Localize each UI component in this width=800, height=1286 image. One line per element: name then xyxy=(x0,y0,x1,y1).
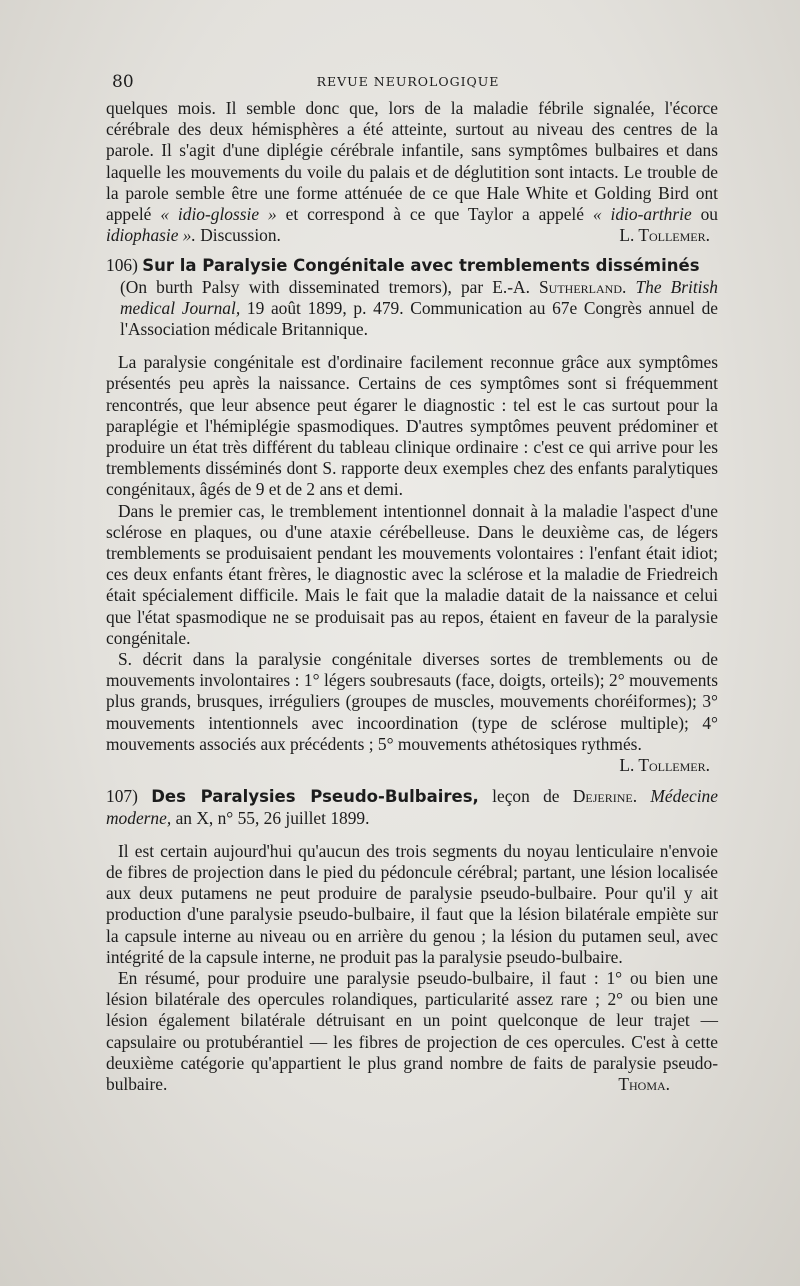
notice-106-paragraph xyxy=(106,649,718,776)
intro-paragraph xyxy=(106,98,718,246)
notice-106-heading xyxy=(106,255,718,276)
notice-107-paragraph: Il est certain aujourd'hui qu'aucun des trois segments du noyau lenticulaire n'envoie de fibres de projection dans le pied du pédoncule cérébral; partant, une lésion localisée aux deux putamens ne peut produire de paralysie pseudo-bulbaire. Pour qu'il y ait production d'une paralysie pseudo-bulbaire, il faut que la lésion bilatérale empiète sur la capsule interne au niveau ou en arrière du genou ; la lésion du putamen seul, avec intégrité de la capsule interne, ne produit pas la paralysie pseudo-bulbaire. xyxy=(106,840,718,967)
paragraph-text: En résumé, pour produire une paralysie pseudo-bulbaire, il faut : 1° ou bien une lésion bilatérale des opercules rolandiques, particularité assez rare ; 2° ou bien une lésion également bilatérale détruisant en un point quelconque de leur trajet — capsulaire ou protubérantiel — les fibres de projection de ces opercules. C'est à cette deuxième catégorie qu'appartient le plus grand nombre de faits de paralysie pseudo-bulbaire. xyxy=(106,967,718,1094)
intro-or: ou xyxy=(700,204,718,225)
notice-106-paragraph: Dans le premier cas, le tremblement intentionnel donnait à la maladie l'aspect d'une sclérose en plaques, ou d'une ataxie cérébelleuse. Dans le deuxième cas, de légers tremblements se produisaient pendant les mouvements volontaires : l'enfant était idiot; ces deux enfants étant frères, le diagnostic avec la sclérose et la maladie de Friedreich était spécialement difficile. Mais le fait que la maladie datait de la naissance et celui que l'état spasmodique ne se produisait pas au repos, étaient en faveur de la paralysie congénitale. xyxy=(106,500,718,648)
intro-mid: et correspond à ce que Taylor a appelé xyxy=(285,204,584,225)
author-name: Dejerine. xyxy=(572,786,638,807)
notice-107-paragraph xyxy=(106,968,718,1095)
term-idio-glossie: « idio-glossie » xyxy=(160,204,277,225)
page-number: 80 xyxy=(112,72,134,92)
signature: Thoma. xyxy=(618,1073,670,1094)
notice-106-reference xyxy=(106,277,718,341)
notice-number: 106) xyxy=(106,255,138,276)
notice-title: Sur la Paralysie Congénitale avec tremblements disséminés xyxy=(142,256,700,276)
reference-text: leçon de xyxy=(492,786,560,807)
signature: L. Tollemer. xyxy=(619,225,710,246)
journal-name: The British medical Journal, xyxy=(120,276,718,318)
intro-text: quelques mois. Il semble donc que, lors de la maladie fébrile signalée, l'écorce cérébrale des deux hémisphères a été atteinte, surtout au niveau des centres de la parole. Il s'agit d'une diplégie cérébrale infantile, sans symptômes bulbaires et dans laquelle les mouvements du voile du palais et de déglutition sont intacts. Le trouble de la parole semble être une forme atténuée de ce que Hale White et Golding Bird ont appelé xyxy=(106,98,718,225)
author-name: E.-A. Sutherland. xyxy=(492,276,627,297)
notice-title: Des Paralysies Pseudo-Bulbaires, xyxy=(151,787,479,807)
reference-text: (On burth Palsy with disseminated tremors), par xyxy=(120,276,484,297)
running-title: REVUE NEUROLOGIQUE xyxy=(316,74,500,89)
running-header xyxy=(112,72,704,94)
intro-end: Discussion. xyxy=(200,225,281,246)
term-idio-arthrie: « idio-arthrie xyxy=(592,204,692,225)
reference-details: 19 août 1899, p. 479. Communication au 67e Congrès annuel de l'Association médicale Britannique. xyxy=(120,297,718,340)
notice-number: 107) xyxy=(106,786,138,807)
signature: L. Tollemer. xyxy=(619,755,710,776)
notice-107-heading xyxy=(106,786,718,828)
term-idiophasie: idiophasie ». xyxy=(106,225,196,246)
journal-name: Médecine moderne, xyxy=(106,786,718,828)
page-body xyxy=(106,98,718,1095)
reference-details: an X, n° 55, 26 juillet 1899. xyxy=(175,807,370,828)
paragraph-text: S. décrit dans la paralysie congénitale diverses sortes de tremblements ou de mouvements involontaires : 1° légers soubresauts (face, doigts, orteils); 2° mouvements plus grands, brusques, irréguliers (groupes de muscles, mouvements choréiformes); 3° mouvements intentionnels avec incoordination (type de sclérose multiple); 4° mouvements associés aux précédents ; 5° mouvements athétosiques rythmés. xyxy=(106,649,718,754)
notice-106-paragraph: La paralysie congénitale est d'ordinaire facilement reconnue grâce aux symptômes présentés peu après la naissance. Certains de ces symptômes sont si fréquemment rencontrés, que leur absence peut égarer le diagnostic : tel est le cas surtout pour la paraplégie et l'hémiplégie spasmodiques. D'autres symptômes peuvent prédominer et produire un état très différent du tableau clinique ordinaire : c'est ce qui arrive pour les tremblements disséminés dont S. rapporte deux exemples chez des enfants paralytiques congénitaux, âgés de 9 et de 2 ans et demi. xyxy=(106,352,718,500)
